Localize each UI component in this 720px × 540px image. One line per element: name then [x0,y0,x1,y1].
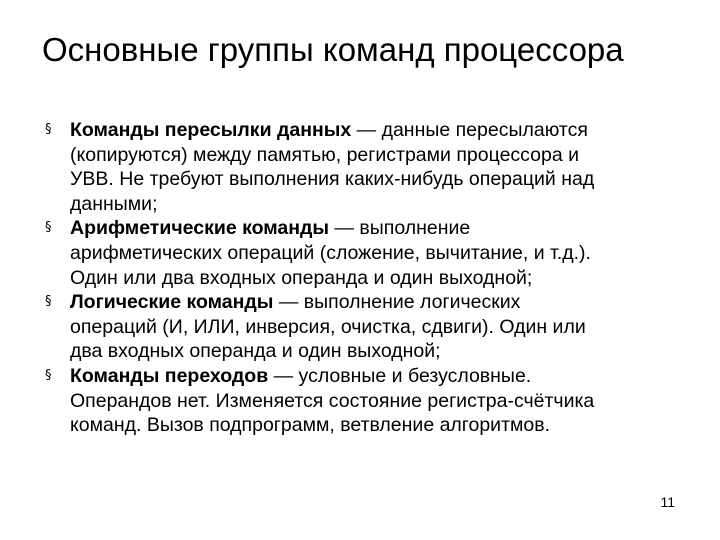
bullet-text: (копируются) между памятью, регистрами процессора и [70,143,579,166]
bullet-text: УВВ. Не требуют выполнения каких-нибудь операций над [70,168,595,191]
bullet-marker-icon: § [45,294,52,310]
bullet-marker-icon: § [45,367,52,383]
bullet-text: команд. Вызов подпрограмм, ветвление алгоритмов. [70,414,551,437]
bullet-text: — выполнение логических [273,291,521,314]
bullet-text: — данные пересылаются [351,119,588,141]
bullet-text: данными; [70,192,158,215]
bullet-line [70,216,680,241]
bullet-marker-icon: § [45,122,52,137]
bullet-marker-icon: § [45,220,52,236]
bullet-item-arithmetic [45,216,680,290]
bullet-term: Команды переходов [70,364,269,387]
bullet-list [45,118,680,438]
page-number: 11 [660,494,675,510]
bullet-text: — условные и безусловные. [268,364,532,387]
bullet-item-data-transfer [45,118,680,216]
bullet-item-jumps [45,364,680,438]
bullet-text: операций (И, ИЛИ, инверсия, очистка, сдвиги). Один или [70,315,586,338]
bullet-text: — выполнение [329,217,471,240]
bullet-line [70,364,680,389]
bullet-term: Команды пересылки данных [70,119,352,141]
bullet-term: Логические команды [70,291,274,314]
bullet-line [70,290,680,315]
bullet-text: арифметических операций (сложение, вычитание, и т.д.). [70,241,591,264]
bullet-term: Арифметические команды [70,217,330,240]
bullet-item-logical [45,290,680,364]
bullet-text: два входных операнда и один выходной; [70,340,441,363]
slide-title: Основные группы команд процессора [42,31,624,68]
bullet-line [70,118,680,143]
bullet-text: Один или два входных операнда и один выходной; [70,266,533,289]
bullet-text: Операндов нет. Изменяется состояние регистра-счётчика [70,389,595,412]
